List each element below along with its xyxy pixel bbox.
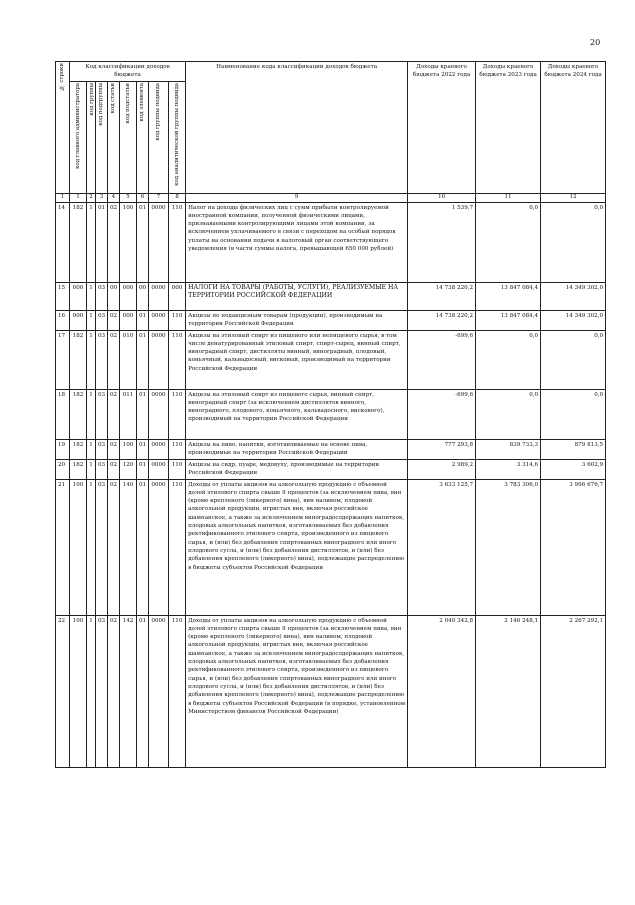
revenue-name: Акцизы на этиловый спирт из пищевого сырья, винный спирт, виноградный спирт (за исключением дистиллятов винного, виноградного, плодового, коньячного, кальвадосного, вискового), производимый на территории Российской Федерации xyxy=(186,389,408,439)
admin-code: 182 xyxy=(70,202,87,282)
revenue-2023: 13 847 084,4 xyxy=(476,310,541,330)
code-header-element: код элемента xyxy=(137,81,149,193)
analytic-group-code: 000 xyxy=(169,282,186,310)
table-row xyxy=(56,615,606,767)
subtype-group-code: 0000 xyxy=(149,615,169,767)
article-code: 02 xyxy=(108,330,120,389)
column-number-row xyxy=(56,193,606,202)
revenue-2022: 1 539,7 xyxy=(408,202,476,282)
row-number: 16 xyxy=(56,310,70,330)
table-row xyxy=(56,459,606,479)
group-code: 1 xyxy=(87,202,96,282)
revenue-name: Доходы от уплаты акцизов на алкогольную продукцию с объемной долей этилового спирта свыше 9 процентов (за исключением пива, вин (кроме крепленого (ликерного) вина), вин наливом, плодовой алкогольной продукции, игристых вин, включая российское шампанское, а также за исключением виноградосодержащих напитков, плодовых алкогольных напитков, изготавливаемых без добавления ректификованного этилового спирта, произведенного из пищевого сырья, и (или) без добавления спиртованных виноградного или иного плодового сусла, и (или) без добавления дистиллятов, и (или) без добавления крепленого (ликерного) вина), подлежащие распределению в бюджеты субъектов Российской Федерации xyxy=(186,479,408,615)
revenue-2023: 2 146 248,1 xyxy=(476,615,541,767)
row-number: 17 xyxy=(56,330,70,389)
element-code: 01 xyxy=(137,439,149,459)
revenue-2024: 0,0 xyxy=(541,389,606,439)
subgroup-code: 01 xyxy=(96,202,108,282)
element-code: 01 xyxy=(137,389,149,439)
subtype-group-code: 0000 xyxy=(149,202,169,282)
subtype-group-code: 0000 xyxy=(149,439,169,459)
table-row xyxy=(56,202,606,282)
subarticle-code: 011 xyxy=(120,389,137,439)
subtype-group-code: 0000 xyxy=(149,330,169,389)
element-code: 01 xyxy=(137,615,149,767)
admin-code: 182 xyxy=(70,459,87,479)
group-code: 1 xyxy=(87,439,96,459)
revenue-name: Акцизы на пиво, напитки, изготавливаемые на основе пива, производимые на территории Российской Федерации xyxy=(186,439,408,459)
subgroup-code: 03 xyxy=(96,439,108,459)
revenue-2022: 3 633 125,7 xyxy=(408,479,476,615)
revenue-2022: 2 040 342,8 xyxy=(408,615,476,767)
subarticle-code: 100 xyxy=(120,202,137,282)
article-code: 02 xyxy=(108,389,120,439)
code-header-article: код статьи xyxy=(108,81,120,193)
admin-code: 182 xyxy=(70,330,87,389)
row-number: 19 xyxy=(56,439,70,459)
revenue-2024: 2 267 292,1 xyxy=(541,615,606,767)
admin-code: 000 xyxy=(70,282,87,310)
revenue-name: Акцизы по подакцизным товарам (продукции), производимым на территории Российской Федерации xyxy=(186,310,408,330)
element-code: 00 xyxy=(137,282,149,310)
revenue-name: Акцизы на этиловый спирт из пищевого или непищевого сырья, в том числе денатурированный этиловый спирт, спирт-сырец, винный спирт, виноградный спирт, дистилляты винный, виноградный, плодовый, коньячный, кальвадосный, висковый, производимый на территории Российской Федерации xyxy=(186,330,408,389)
code-header-group: код группы xyxy=(87,81,96,193)
column-number: 1 xyxy=(70,193,87,202)
row-number: 18 xyxy=(56,389,70,439)
revenue-2022: 14 738 220,2 xyxy=(408,282,476,310)
subgroup-code: 03 xyxy=(96,310,108,330)
code-header-subgroup: код подгруппы xyxy=(96,81,108,193)
revenue-2023: 0,0 xyxy=(476,389,541,439)
revenue-name: Налог на доходы физических лиц с сумм прибыли контролируемой иностранной компании, полученной физическими лицами, признаваемыми контролирующими лицами этой компании, за исключением уплачиваемого в связи с переходом на особый порядок уплаты на основании подачи в налоговый орган соответствующего уведомления (в части суммы налога, превышающей 650 000 рублей) xyxy=(186,202,408,282)
column-number: 6 xyxy=(137,193,149,202)
analytic-group-code: 110 xyxy=(169,439,186,459)
revenue-name: НАЛОГИ НА ТОВАРЫ (РАБОТЫ, УСЛУГИ), РЕАЛИЗУЕМЫЕ НА ТЕРРИТОРИИ РОССИЙСКОЙ ФЕДЕРАЦИИ xyxy=(186,282,408,310)
table-row xyxy=(56,439,606,459)
element-code: 01 xyxy=(137,310,149,330)
code-header-analytic-group: код аналитической группы подвида xyxy=(169,81,186,193)
subarticle-code: 000 xyxy=(120,282,137,310)
analytic-group-code: 110 xyxy=(169,615,186,767)
group-code: 1 xyxy=(87,389,96,439)
analytic-group-code: 110 xyxy=(169,479,186,615)
code-header-admin: код главного администратора xyxy=(70,81,87,193)
subarticle-code: 010 xyxy=(120,330,137,389)
subarticle-code: 000 xyxy=(120,310,137,330)
element-code: 01 xyxy=(137,459,149,479)
article-code: 02 xyxy=(108,202,120,282)
article-code: 02 xyxy=(108,479,120,615)
revenue-2023: 839 733,3 xyxy=(476,439,541,459)
subarticle-code: 100 xyxy=(120,439,137,459)
subgroup-code: 03 xyxy=(96,389,108,439)
subarticle-code: 142 xyxy=(120,615,137,767)
column-number: 3 xyxy=(96,193,108,202)
column-number: 1 xyxy=(56,193,70,202)
analytic-group-code: 110 xyxy=(169,310,186,330)
row-number: 20 xyxy=(56,459,70,479)
subarticle-code: 120 xyxy=(120,459,137,479)
header-row-top xyxy=(56,62,606,82)
code-header-subarticle: код подстатьи xyxy=(120,81,137,193)
column-number: 5 xyxy=(120,193,137,202)
row-number: 21 xyxy=(56,479,70,615)
analytic-group-code: 110 xyxy=(169,389,186,439)
year-2023-header: Доходы краевого бюджета 2023 года xyxy=(476,62,541,194)
element-code: 01 xyxy=(137,330,149,389)
subgroup-code: 03 xyxy=(96,615,108,767)
subgroup-code: 03 xyxy=(96,330,108,389)
group-code: 1 xyxy=(87,479,96,615)
revenue-2022: 14 738 220,2 xyxy=(408,310,476,330)
revenue-name: Акцизы на сидр, пуаре, медовуху, производимые на территории Российской Федерации xyxy=(186,459,408,479)
subgroup-code: 03 xyxy=(96,479,108,615)
table-row xyxy=(56,330,606,389)
revenue-2022: -699,6 xyxy=(408,389,476,439)
budget-revenue-table xyxy=(55,61,606,768)
revenue-2023: 0,0 xyxy=(476,202,541,282)
article-code: 00 xyxy=(108,282,120,310)
revenue-2023: 3 783 306,0 xyxy=(476,479,541,615)
analytic-group-code: 110 xyxy=(169,202,186,282)
table-row xyxy=(56,389,606,439)
admin-code: 182 xyxy=(70,439,87,459)
subtype-group-code: 0000 xyxy=(149,479,169,615)
revenue-2024: 14 349 302,0 xyxy=(541,282,606,310)
subtype-group-code: 0000 xyxy=(149,310,169,330)
name-column-header: Наименование кода классификации доходов бюджета xyxy=(186,62,408,194)
subgroup-code: 03 xyxy=(96,282,108,310)
revenue-2022: -699,6 xyxy=(408,330,476,389)
admin-code: 000 xyxy=(70,310,87,330)
revenue-2024: 0,0 xyxy=(541,202,606,282)
subtype-group-code: 0000 xyxy=(149,389,169,439)
subtype-group-code: 0000 xyxy=(149,282,169,310)
revenue-2022: 777 293,8 xyxy=(408,439,476,459)
group-code: 1 xyxy=(87,459,96,479)
column-number: 2 xyxy=(87,193,96,202)
revenue-2022: 2 989,2 xyxy=(408,459,476,479)
column-number: 12 xyxy=(541,193,606,202)
column-number: 10 xyxy=(408,193,476,202)
column-number: 8 xyxy=(169,193,186,202)
group-code: 1 xyxy=(87,282,96,310)
group-code: 1 xyxy=(87,615,96,767)
row-number: 15 xyxy=(56,282,70,310)
analytic-group-code: 110 xyxy=(169,459,186,479)
revenue-2024: 3 996 676,7 xyxy=(541,479,606,615)
revenue-name: Доходы от уплаты акцизов на алкогольную продукцию с объемной долей этилового спирта свыше 9 процентов (за исключением пива, вин (кроме крепленого (ликерного) вина), вин наливом, плодовой алкогольной продукции, игристых вин, включая российское шампанское, а также за исключением виноградосодержащих напитков, плодовых алкогольных напитков, изготавливаемых без добавления ректификованного этилового спирта, произведенного из пищевого сырья, и (или) без добавления спиртованных виноградного или иного плодового сусла, и (или) без добавления дистиллятов, и (или) без добавления крепленого (ликерного) вина), подлежащие распределению в бюджеты субъектов Российской Федерации (в порядке, установленном Министерством финансов Российской Федерации) xyxy=(186,615,408,767)
year-2022-header: Доходы краевого бюджета 2022 года xyxy=(408,62,476,194)
row-number: 14 xyxy=(56,202,70,282)
revenue-2024: 3 602,9 xyxy=(541,459,606,479)
analytic-group-code: 110 xyxy=(169,330,186,389)
revenue-2024: 0,0 xyxy=(541,330,606,389)
admin-code: 100 xyxy=(70,479,87,615)
article-code: 02 xyxy=(108,459,120,479)
table-row xyxy=(56,282,606,310)
revenue-2023: 3 314,6 xyxy=(476,459,541,479)
column-number: 7 xyxy=(149,193,169,202)
classification-group-header: Код классификации доходов бюджета xyxy=(70,62,186,82)
admin-code: 100 xyxy=(70,615,87,767)
table-row xyxy=(56,310,606,330)
year-2024-header: Доходы краевого бюджета 2024 года xyxy=(541,62,606,194)
article-code: 02 xyxy=(108,439,120,459)
row-number-header: № строки xyxy=(56,62,70,194)
element-code: 01 xyxy=(137,202,149,282)
group-code: 1 xyxy=(87,330,96,389)
column-number: 11 xyxy=(476,193,541,202)
revenue-2024: 879 813,5 xyxy=(541,439,606,459)
table-row xyxy=(56,479,606,615)
subarticle-code: 140 xyxy=(120,479,137,615)
subtype-group-code: 0000 xyxy=(149,459,169,479)
column-number: 4 xyxy=(108,193,120,202)
element-code: 01 xyxy=(137,479,149,615)
page-number: 20 xyxy=(590,38,601,47)
revenue-2024: 14 349 302,0 xyxy=(541,310,606,330)
admin-code: 182 xyxy=(70,389,87,439)
subgroup-code: 03 xyxy=(96,459,108,479)
revenue-2023: 13 847 084,4 xyxy=(476,282,541,310)
column-number: 9 xyxy=(186,193,408,202)
revenue-2023: 0,0 xyxy=(476,330,541,389)
row-number: 22 xyxy=(56,615,70,767)
article-code: 02 xyxy=(108,310,120,330)
group-code: 1 xyxy=(87,310,96,330)
article-code: 02 xyxy=(108,615,120,767)
code-header-subtype-group: код группы подвида xyxy=(149,81,169,193)
